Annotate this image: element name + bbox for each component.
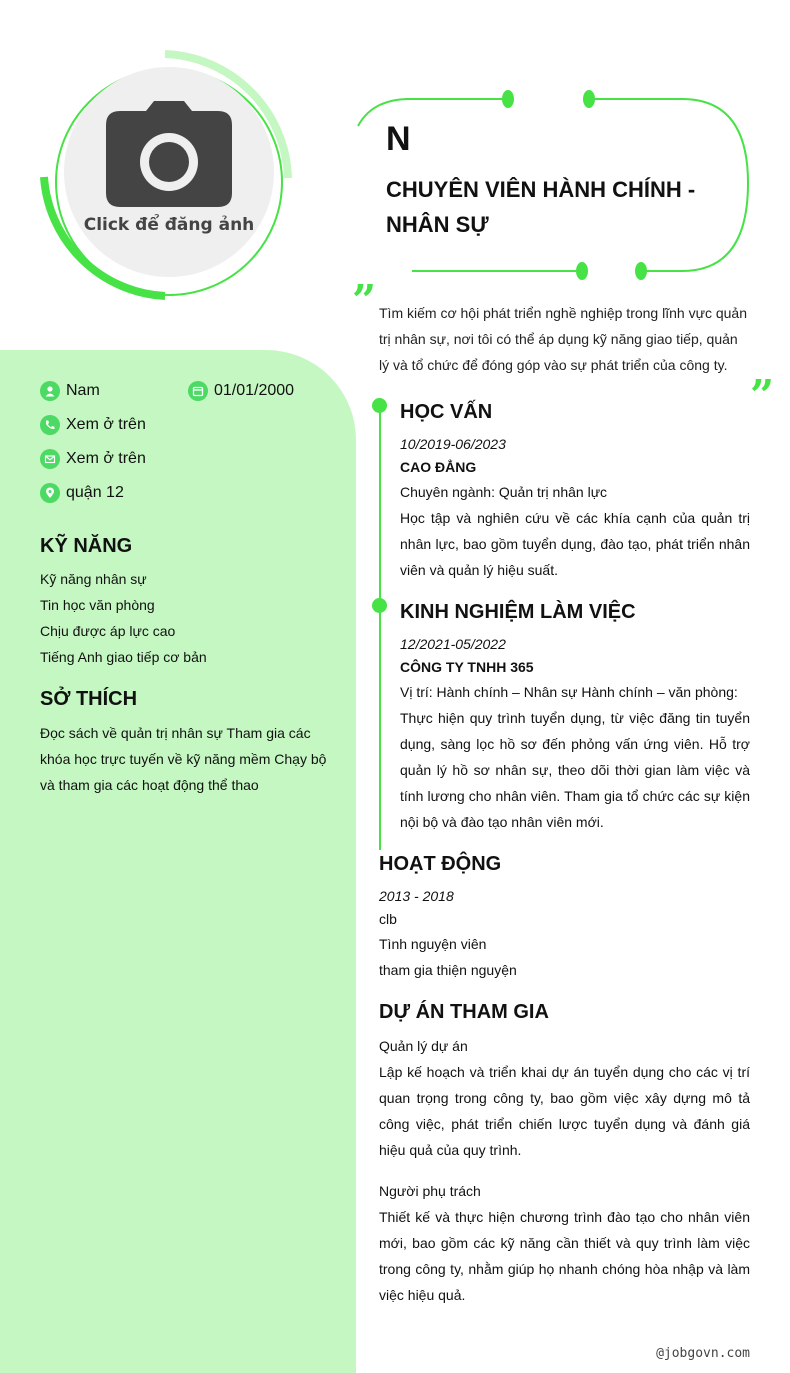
open-quote-icon: ” — [352, 276, 377, 325]
activities-description: tham gia thiện nguyện — [379, 962, 517, 978]
profile-photo-upload[interactable] — [64, 67, 274, 277]
experience-description: Thực hiện quy trình tuyển dụng, từ việc đăng tin tuyển dụng, sàng lọc hồ sơ đến phỏng vấn ứng viên. Hỗ trợ quản lý hồ sơ nhân sự, theo dõi thời gian làm việc và tính lương cho nhân viên. Tham gia tổ chức các sự kiện nội bộ và đào tạo nhân viên mới. — [400, 710, 750, 830]
experience-date: 12/2021-05/2022 — [400, 636, 506, 652]
email-value: Xem ở trên — [66, 450, 146, 467]
skill-item: Tiếng Anh giao tiếp cơ bản — [40, 649, 207, 665]
sidebar-panel — [0, 350, 356, 1373]
calendar-icon — [188, 381, 208, 401]
skill-item: Tin học văn phòng — [40, 597, 155, 613]
timeline-line — [379, 400, 381, 850]
hobbies-text: Đọc sách về quản trị nhân sự Tham gia các khóa học trực tuyến về kỹ năng mềm Chạy bộ và tham gia các hoạt động thể thao — [40, 725, 327, 793]
education-description: Học tập và nghiên cứu về các khía cạnh của quản trị nhân lực, bao gồm tuyển dụng, đào tạo, phát triển nhân viên và quản lý hiệu suất. — [400, 510, 750, 578]
gender-value: Nam — [66, 382, 100, 399]
dob-value: 01/01/2000 — [214, 382, 295, 399]
education-heading: HỌC VẤN — [400, 401, 493, 423]
skills-list — [40, 566, 207, 670]
activities-role: Tình nguyện viên — [379, 936, 487, 952]
experience-heading: KINH NGHIỆM LÀM VIỆC — [400, 601, 636, 623]
timeline-dot — [372, 398, 387, 413]
contact-phone — [40, 415, 146, 435]
close-quote-icon: ” — [750, 371, 775, 420]
skill-item: Kỹ năng nhân sự — [40, 571, 147, 587]
skills-heading: KỸ NĂNG — [40, 535, 133, 557]
project-name: Quản lý dự án — [379, 1038, 468, 1054]
education-major: Chuyên ngành: Quản trị nhân lực — [400, 484, 608, 500]
email-icon — [40, 449, 60, 469]
activities-org: clb — [379, 911, 397, 927]
footer-watermark: @jobgovn.com — [656, 1346, 750, 1361]
phone-value: Xem ở trên — [66, 416, 146, 433]
project-description: Thiết kế và thực hiện chương trình đào tạo cho nhân viên mới, bao gồm các kỹ năng cần thiết và quy trình làm việc trong công ty, nhằm giúp họ nhanh chóng hòa nhập và làm việc hiệu quả. — [379, 1209, 750, 1303]
project-description: Lập kế hoạch và triển khai dự án tuyển dụng cho các vị trí quan trọng trong công ty, bao gồm việc xây dựng mô tả công việc, phát triển chiến lược tuyển dụng và đánh giá hiệu quả của quy trình. — [379, 1064, 750, 1158]
contact-address — [40, 483, 124, 503]
camera-icon — [106, 99, 232, 209]
experience-company: CÔNG TY TNHH 365 — [400, 659, 534, 675]
education-school: CAO ĐẲNG — [400, 459, 477, 475]
user-icon — [40, 381, 60, 401]
experience-role: Vị trí: Hành chính – Nhân sự Hành chính – văn phòng: — [400, 684, 738, 700]
contact-dob — [188, 381, 294, 401]
activities-date: 2013 - 2018 — [379, 888, 454, 904]
photo-upload-label: Click để đăng ảnh — [83, 215, 255, 235]
education-date: 10/2019-06/2023 — [400, 436, 506, 452]
timeline-dot — [372, 598, 387, 613]
candidate-name: N — [386, 120, 411, 158]
career-objective: Tìm kiếm cơ hội phát triển nghề nghiệp trong lĩnh vực quản trị nhân sự, nơi tôi có thể áp dụng kỹ năng giao tiếp, quản lý và tổ chức để đóng góp vào sự phát triển của công ty. — [379, 305, 747, 373]
contact-email — [40, 449, 146, 469]
location-pin-icon — [40, 483, 60, 503]
address-value: quận 12 — [66, 484, 124, 501]
skill-item: Chịu được áp lực cao — [40, 623, 176, 639]
activities-heading: HOẠT ĐỘNG — [379, 853, 502, 875]
phone-icon — [40, 415, 60, 435]
hobbies-heading: SỞ THÍCH — [40, 688, 138, 710]
projects-heading: DỰ ÁN THAM GIA — [379, 1001, 549, 1023]
contact-gender — [40, 381, 100, 401]
project-name: Người phụ trách — [379, 1183, 481, 1199]
job-position: CHUYÊN VIÊN HÀNH CHÍNH - NHÂN SỰ — [386, 177, 696, 237]
